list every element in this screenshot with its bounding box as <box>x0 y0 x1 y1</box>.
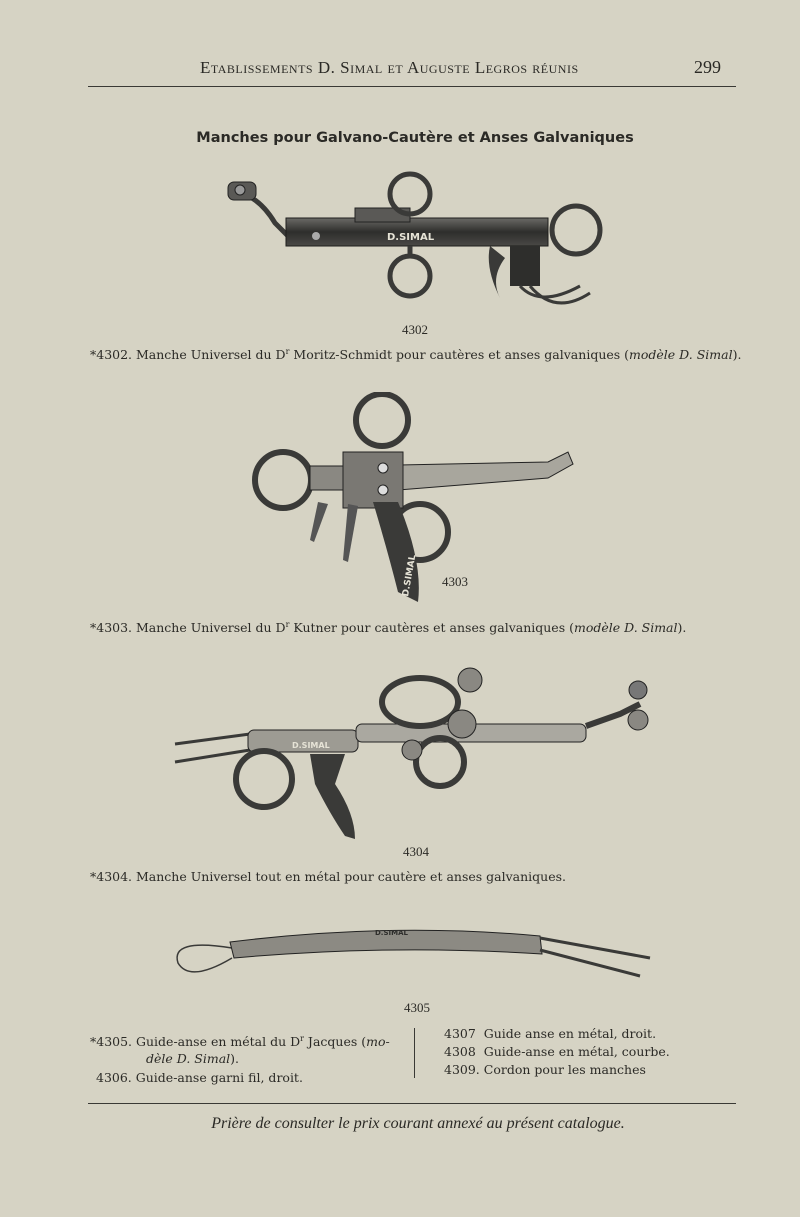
item-4308: 4308 Guide-anse en métal, courbe. <box>444 1044 670 1059</box>
item-4305-body: Jacques ( <box>303 1034 367 1050</box>
caption-4302-body: Moritz-Schmidt pour cautères et anses galvaniques ( <box>289 347 630 363</box>
figure-4302-illustration <box>220 168 610 318</box>
figure-4304-caption: *4304. Manche Universel tout en métal pour cautère et anses galvaniques. <box>90 869 566 884</box>
section-title: Manches pour Galvano-Cautère et Anses Galvaniques <box>196 130 634 146</box>
footer-note: Prière de consulter le prix courant annexé au présent catalogue. <box>211 1115 625 1132</box>
figure-4302-caption <box>90 347 741 362</box>
figure-4305-illustration <box>170 918 660 988</box>
item-4309: 4309. Cordon pour les manches <box>444 1062 646 1077</box>
caption-4303-prefix: *4303. Manche Universel du D <box>90 620 286 636</box>
item-4305 <box>90 1030 410 1050</box>
caption-4303-italic: modèle D. Simal <box>573 620 678 636</box>
caption-4302-end: ). <box>732 347 742 363</box>
running-head: Etablissements D. Simal et Auguste Legros réunis <box>200 58 579 77</box>
header-rule <box>88 86 736 87</box>
figure-4304-brand: D.SIMAL <box>292 741 330 750</box>
item-4305-line2 <box>90 1050 410 1067</box>
item-4305-italic1: mo- <box>366 1034 390 1050</box>
caption-4303-body: Kutner pour cautères et anses galvaniques ( <box>289 620 574 636</box>
item-4307: 4307 Guide anse en métal, droit. <box>444 1026 657 1041</box>
footer-rule <box>88 1103 736 1104</box>
page-number: 299 <box>694 57 721 77</box>
caption-4302-italic: modèle D. Simal <box>629 347 733 363</box>
item-4305-prefix: *4305. Guide-anse en métal du D <box>90 1034 301 1050</box>
items-right-column <box>444 1025 734 1079</box>
figure-4305-brand: D.SIMAL <box>375 929 408 937</box>
figure-4302-brand: D.SIMAL <box>387 232 435 243</box>
item-4305-italic2: dèle D. Simal <box>146 1051 231 1067</box>
figure-4303-number: 4303 <box>442 574 468 589</box>
figure-4305-number: 4305 <box>404 1000 430 1015</box>
items-left-column <box>90 1030 410 1086</box>
caption-4302-prefix: *4302. Manche Universel du D <box>90 347 286 363</box>
figure-4303-illustration <box>248 392 588 612</box>
list-divider <box>414 1028 415 1078</box>
item-4305-end: ). <box>230 1051 240 1067</box>
figure-4302-number: 4302 <box>402 322 428 337</box>
figure-4303-caption <box>90 620 686 635</box>
item-4305-sup: r <box>300 1034 304 1043</box>
figure-4304-illustration <box>170 664 660 844</box>
caption-4302-sup: r <box>285 347 290 356</box>
figure-4304-number: 4304 <box>403 844 429 859</box>
item-4306: 4306. Guide-anse garni fil, droit. <box>96 1070 303 1086</box>
caption-4303-sup: r <box>285 620 290 629</box>
caption-4303-end: ). <box>677 620 687 636</box>
figure-4303-brand: D.SIMAL <box>401 554 419 598</box>
